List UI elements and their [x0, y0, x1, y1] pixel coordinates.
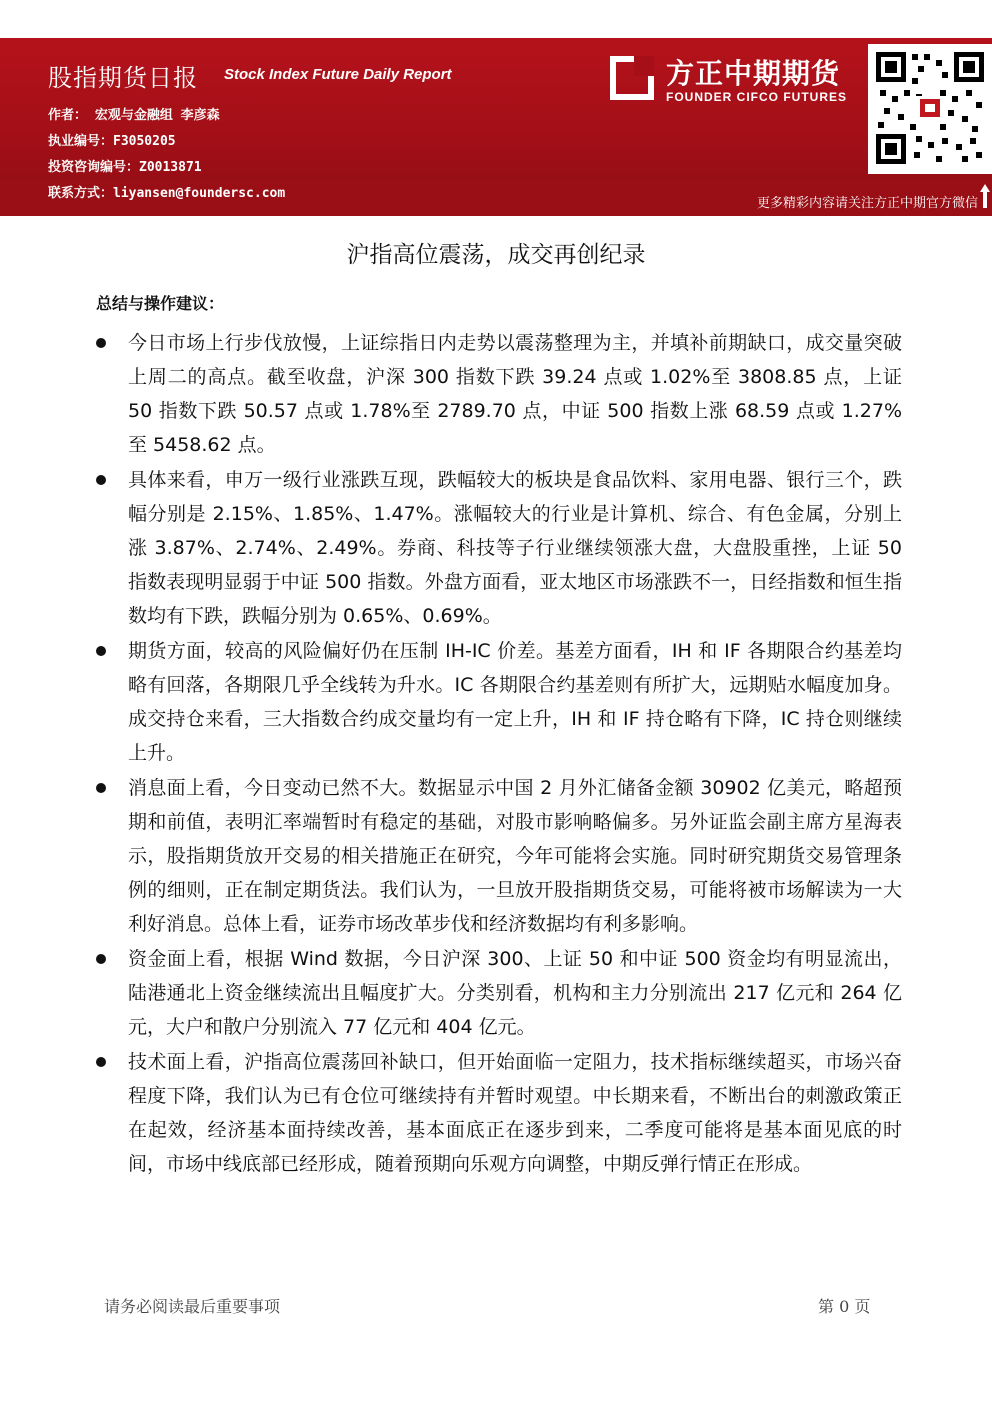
bullet-item — [96, 771, 902, 941]
qr-code — [868, 44, 992, 174]
arrow-up-icon — [980, 184, 990, 208]
contact-email[interactable]: 联系方式：liyansen@foundersc.com — [48, 186, 286, 201]
report-title-cn: 股指期货日报 — [48, 64, 198, 92]
logo-text-cn: 方正中期期货 — [666, 57, 841, 90]
bullet-dot-icon — [96, 1057, 106, 1067]
bullet-dot-icon — [96, 646, 106, 656]
summary-bullet-list — [96, 326, 902, 1182]
bullet-item — [96, 634, 902, 770]
footer-disclaimer-note: 请务必阅读最后重要事项 — [104, 1297, 281, 1316]
section-heading: 总结与操作建议： — [96, 294, 225, 313]
page-number: 第 0 页 — [818, 1297, 871, 1316]
logo-text-en: FOUNDER CIFCO FUTURES — [666, 90, 847, 104]
company-logo — [610, 52, 860, 108]
license-number: 执业编号：F3050205 — [48, 134, 176, 149]
bullet-text: 资金面上看，根据 Wind 数据，今日沪深 300、上证 50 和中证 500 资金均有明显流出，陆港通北上资金继续流出且幅度扩大。分类别看，机构和主力分别流出 217 亿元和 264 亿元，大户和散户分别流入 77 亿元和 404 亿元。 — [128, 948, 902, 1038]
bullet-text: 消息面上看，今日变动已然不大。数据显示中国 2 月外汇储备金额 30902 亿美元，略超预期和前值，表明汇率端暂时有稳定的基础，对股市影响略偏多。另外证监会副主席方星海表示，股指期货放开交易的相关措施正在研究，今年可能将会实施。同时研究期货交易管理条例的细则，正在制定期货法。我们认为，一旦放开股指期货交易，可能将被市场解读为一大利好消息。总体上看，证券市场改革步伐和经济数据均有利多影响。 — [128, 777, 902, 935]
bullet-dot-icon — [96, 475, 106, 485]
report-title-en: Stock Index Future Daily Report — [224, 66, 452, 83]
bullet-item — [96, 1045, 902, 1181]
bullet-text: 技术面上看，沪指高位震荡回补缺口，但开始面临一定阻力，技术指标继续超买，市场兴奋程度下降，我们认为已有仓位可继续持有并暂时观望。中长期来看，不断出台的刺激政策正在起效，经济基本面持续改善，基本面底正在逐步到来，二季度可能将是基本面见底的时间，市场中线底部已经形成，随着预期向乐观方向调整，中期反弹行情正在形成。 — [128, 1051, 902, 1175]
author-line: 作者： 宏观与金融组 李彦森 — [48, 108, 220, 123]
bullet-item — [96, 942, 902, 1044]
bullet-dot-icon — [96, 954, 106, 964]
consult-number: 投资咨询编号：Z0013871 — [48, 160, 202, 175]
bullet-dot-icon — [96, 338, 106, 348]
bullet-dot-icon — [96, 783, 106, 793]
bullet-item — [96, 463, 902, 633]
bullet-text: 今日市场上行步伐放慢，上证综指日内走势以震荡整理为主，并填补前期缺口，成交量突破上周二的高点。截至收盘，沪深 300 指数下跌 39.24 点或 1.02%至 3808.85 点，上证 50 指数下跌 50.57 点或 1.78%至 2789.70 点，中证 500 指数上涨 68.59 点或 1.27%至 5458.62 点。 — [128, 332, 902, 456]
wechat-follow-note: 更多精彩内容请关注方正中期官方微信 — [756, 196, 978, 211]
bullet-text: 具体来看，申万一级行业涨跌互现，跌幅较大的板块是食品饮料、家用电器、银行三个，跌幅分别是 2.15%、1.85%、1.47%。涨幅较大的行业是计算机、综合、有色金属，分别上涨 3.87%、2.74%、2.49%。券商、科技等子行业继续领涨大盘，大盘股重挫，上证 50 指数表现明显弱于中证 500 指数。外盘方面看，亚太地区市场涨跌不一，日经指数和恒生指数均有下跌，跌幅分别为 0.65%、0.69%。 — [128, 469, 902, 627]
document-title: 沪指高位震荡，成交再创纪录 — [346, 242, 646, 268]
bullet-text: 期货方面，较高的风险偏好仍在压制 IH-IC 价差。基差方面看，IH 和 IF 各期限合约基差均略有回落，各期限几乎全线转为升水。IC 各期限合约基差则有所扩大，远期贴水幅度加身。成交持仓来看，三大指数合约成交量均有一定上升，IH 和 IF 持仓略有下降，IC 持仓则继续上升。 — [128, 640, 902, 764]
bullet-item — [96, 326, 902, 462]
qr-code-icon — [876, 52, 984, 164]
logo-mark-icon — [610, 56, 654, 100]
